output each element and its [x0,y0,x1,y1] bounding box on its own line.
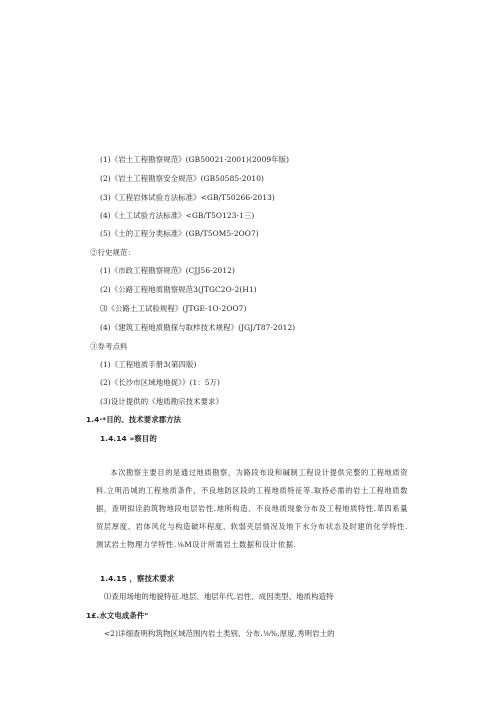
ref-item: (3)设计提供的《地质勘宗技术要求》 [100,397,224,406]
ref-item: (3)《工程岩体试验方法标准》<GB/T50266-2013) [100,193,275,202]
ref-item: (1)《工程地质手册3(第四版) [100,360,197,369]
ref-item: ⑶《公路土工试验规程》(JTGE-1O-2OO7) [100,304,247,313]
requirement-item-continued: 1£.水文电成条件" [86,611,149,620]
section-heading: 1.4·*目的、技术要求郡方法 [86,415,182,424]
ref-item: (5)《土的工程分类标准》(GB/T5OM5-2OO7) [100,229,259,238]
ref-item: (4)《建筑工程地质勘探与取样技术规程》(JGJ/T87-2012) [100,323,296,332]
references-heading: ③券考点料 [90,342,128,351]
industry-standards-heading: ②行史规范： [90,248,135,257]
ref-item: (2)《公路工程地质勘察规范3(JTGC2O-2(H1) [100,285,257,294]
ref-item: (1)《市政工程勘察规范》(CJJ56-2012) [100,266,235,275]
ref-item: (2)《长沙市区域地地捉》》(1：5万) [100,378,221,387]
ref-item: (2)《岩土工程勘察安全规范》(GB50585-2010) [100,174,264,183]
subsection-heading: 1.4.15 ，察技术要求 [100,574,175,583]
survey-purpose-paragraph: 本次勘察主要目的是通过地质勘察，为路段布设和碱制工程设计提供完整的工程地质资料.立明沿城的工程地质条件，不良地防区段的工程地质特征等.取持必需的岩土工程地质数据，查明拟诠韵筑物地段电层岩性.地所构造、不良地质现象分布及工程地质特性.革四系量贸层厚度、岩体风化与构造破坏程度、软弱夹层情况及地下水分布状态及时建的化学特性.测试岩土物理力学特性.⅛M设计所需岩土数据和设计依据. [96,468,408,549]
ref-item: (1)《岩土工程勘察规范》(GB50021-2001)(2009年版) [100,155,290,164]
subsection-heading: 1.4.14 »察目的 [100,434,157,443]
requirement-item: ⑴查用场地的地貌特征.地层、地层年代.岩性、成因类型、地质构造特 [104,592,334,601]
ref-item: (4)《土工试验方法标准》<GB/T5O123-1三) [100,211,255,220]
requirement-item: <2)详细查明构筑物区域范围内岩土类别、分布.⅛%,厚度,秀明岩土的 [104,629,335,638]
